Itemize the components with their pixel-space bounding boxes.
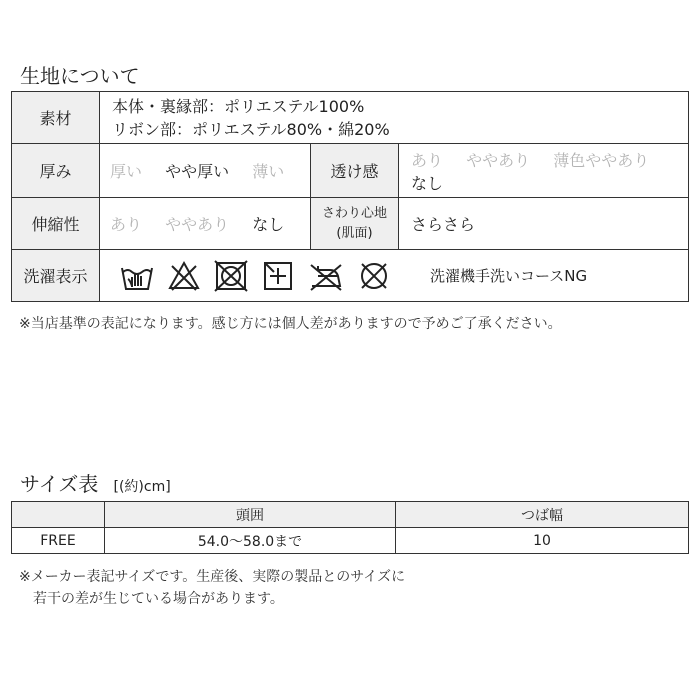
care-note: 洗濯機手洗いコースNG <box>430 267 588 285</box>
size-section-title: サイズ表 <box>20 472 99 496</box>
hand-wash-icon <box>120 260 154 292</box>
material-value <box>100 92 689 144</box>
size-cell-name: FREE <box>12 528 105 554</box>
iron-low-icon <box>308 260 344 292</box>
no-dry-clean-icon <box>358 260 390 292</box>
size-header-head: 頭囲 <box>105 502 396 528</box>
thickness-label: 厚み <box>12 144 100 198</box>
stretch-option-yes: あり <box>110 215 143 234</box>
transparency-option-light-color-slight: 薄色ややあり <box>553 150 650 170</box>
material-line-1: 本体・裏縁部：ポリエステル100% <box>112 96 365 116</box>
touch-label <box>311 198 399 250</box>
care-label: 洗濯表示 <box>12 250 100 302</box>
thickness-option-slightly-thick: やや厚い <box>165 162 230 181</box>
stretch-option-slight: ややあり <box>165 215 230 234</box>
stretch-label: 伸縮性 <box>12 198 100 250</box>
touch-label-line-1: さわり心地 <box>321 205 387 221</box>
fabric-section-title: 生地について <box>20 64 140 88</box>
transparency-label: 透け感 <box>311 144 399 198</box>
transparency-option-none: なし <box>411 173 444 193</box>
material-label: 素材 <box>12 92 100 144</box>
size-cell-brim: 10 <box>396 528 689 554</box>
no-bleach-icon <box>168 260 200 292</box>
transparency-option-slight: ややあり <box>466 150 531 170</box>
size-note <box>19 566 405 610</box>
stretch-option-none: なし <box>252 215 285 234</box>
size-table <box>11 501 689 554</box>
size-note-line-1: ※メーカー表記サイズです。生産後、実際の製品とのサイズに <box>19 569 406 585</box>
size-header-blank <box>12 502 105 528</box>
table-row <box>12 528 689 554</box>
transparency-option-yes: あり <box>411 150 444 170</box>
size-note-line-2: 若干の差が生じている場合があります。 <box>33 591 284 607</box>
no-tumble-dry-icon <box>214 260 248 292</box>
material-line-2: リボン部：ポリエステル80%・綿20% <box>112 119 390 139</box>
size-cell-head: 54.0～58.0まで <box>105 528 396 554</box>
thickness-option-thick: 厚い <box>110 162 143 181</box>
thickness-option-thin: 薄い <box>252 162 285 181</box>
size-unit: [(約)cm] <box>113 479 171 495</box>
size-header-brim: つば幅 <box>396 502 689 528</box>
transparency-options <box>399 144 689 198</box>
fabric-footnote: ※当店基準の表記になります。感じ方には個人差がありますので予めご了承ください。 <box>19 316 562 332</box>
touch-label-line-2: (肌面) <box>336 225 373 241</box>
size-section-heading <box>20 468 171 497</box>
thickness-options <box>100 144 311 198</box>
touch-value: さらさら <box>399 198 689 250</box>
fabric-table <box>11 91 689 302</box>
stretch-options <box>100 198 311 250</box>
line-dry-shade-icon <box>262 260 294 292</box>
care-value <box>100 250 689 302</box>
